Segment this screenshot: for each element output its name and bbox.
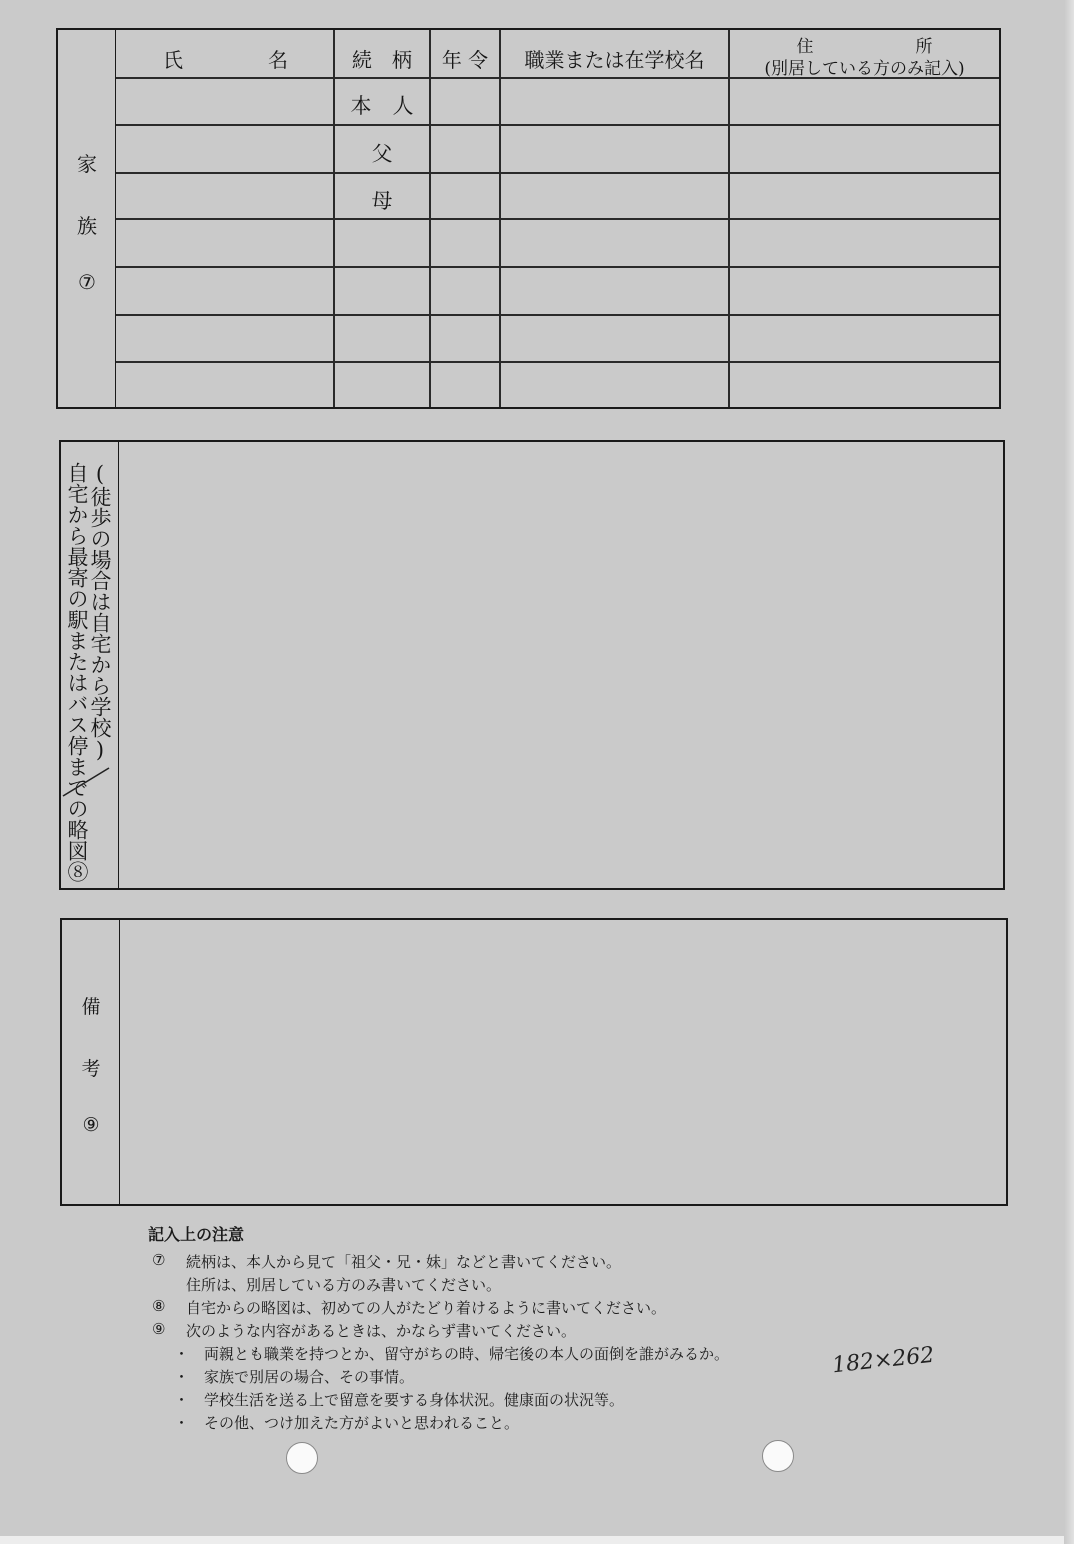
note-mark: ⑧ (152, 1297, 166, 1315)
bullet-text: その他、つけ加えた方がよいと思われること。 (204, 1414, 520, 1432)
paper-right-edge (1064, 0, 1074, 1544)
relation-father: 父 (371, 142, 393, 166)
notes-title: 記入上の注意 (148, 1225, 245, 1244)
row-line-4 (116, 266, 999, 268)
remarks-side-label (62, 920, 120, 1204)
bullet-mark: ・ (174, 1368, 190, 1386)
header-name-1: 氏 (163, 48, 183, 72)
note-item-7 (148, 1251, 848, 1274)
note-item-7-cont (148, 1274, 848, 1297)
row-line-3 (116, 218, 999, 220)
bullet-text: 両親とも職業を持つとか、留守がちの時、帰宅後の本人の面倒を誰がみるか。 (204, 1345, 730, 1363)
note-text: 自宅からの略図は、初めての人がたどり着けるように書いてください。 (186, 1299, 667, 1317)
row-line-1 (116, 124, 999, 126)
note-text: 次のような内容があるときは、かならず書いてください。 (186, 1322, 577, 1340)
remarks-label-char-1: 備 (81, 996, 101, 1018)
handwritten-size-note: 182×262 (830, 1342, 936, 1379)
map-side-label (61, 442, 119, 888)
paper-bottom-edge (0, 1536, 1074, 1544)
note-text: 続柄は、本人から見て「祖父・兄・妹」などと書いてください。 (186, 1253, 622, 1271)
map-label-col2: 自宅から最寄の駅またはバス停までの略図⑧ (65, 462, 89, 882)
remarks-label-char-2: 考 (81, 1058, 101, 1080)
header-occupation: 職業または在学校名 (524, 48, 705, 72)
header-address-line2: (別居している方のみ記入) (764, 59, 965, 79)
map-section (59, 440, 1005, 890)
bullet-mark: ・ (174, 1345, 190, 1363)
note-bullet (148, 1343, 848, 1366)
relation-mother: 母 (371, 189, 393, 213)
row-line-2 (116, 172, 999, 174)
note-mark: ⑦ (152, 1251, 166, 1269)
relation-self: 本 人 (350, 94, 414, 118)
note-bullet (148, 1389, 848, 1412)
family-table (56, 28, 1001, 409)
note-bullet (148, 1366, 848, 1389)
note-item-9 (148, 1320, 848, 1343)
family-label-number: ⑦ (78, 270, 96, 294)
bullet-mark: ・ (174, 1391, 190, 1409)
note-text: 住所は、別居している方のみ書いてください。 (186, 1276, 502, 1294)
row-line-6 (116, 361, 999, 363)
bullet-text: 家族で別居の場合、その事情。 (204, 1368, 415, 1386)
bullet-mark: ・ (174, 1414, 190, 1432)
family-label-char-1: 家 (77, 152, 97, 176)
note-item-8 (148, 1297, 848, 1320)
remarks-section (60, 918, 1008, 1206)
punch-hole-left (286, 1442, 318, 1474)
row-line-5 (116, 314, 999, 316)
header-relation: 続 柄 (352, 48, 412, 72)
handwritten-slash-mark (61, 760, 119, 800)
family-side-label (58, 30, 116, 407)
map-label-col1: (徒歩の場合は自宅から学校) (88, 462, 112, 762)
header-name-2: 名 (268, 48, 288, 72)
header-address-line1: 住 所 (796, 37, 933, 57)
note-bullet (148, 1412, 848, 1435)
note-mark: ⑨ (152, 1320, 166, 1338)
punch-hole-right (762, 1440, 794, 1472)
remarks-label-number: ⑨ (82, 1114, 100, 1136)
family-label-char-2: 族 (77, 214, 97, 238)
header-age: 年 令 (441, 48, 489, 72)
entry-notes (148, 1222, 848, 1435)
bullet-text: 学校生活を送る上で留意を要する身体状況。健康面の状況等。 (204, 1391, 625, 1409)
